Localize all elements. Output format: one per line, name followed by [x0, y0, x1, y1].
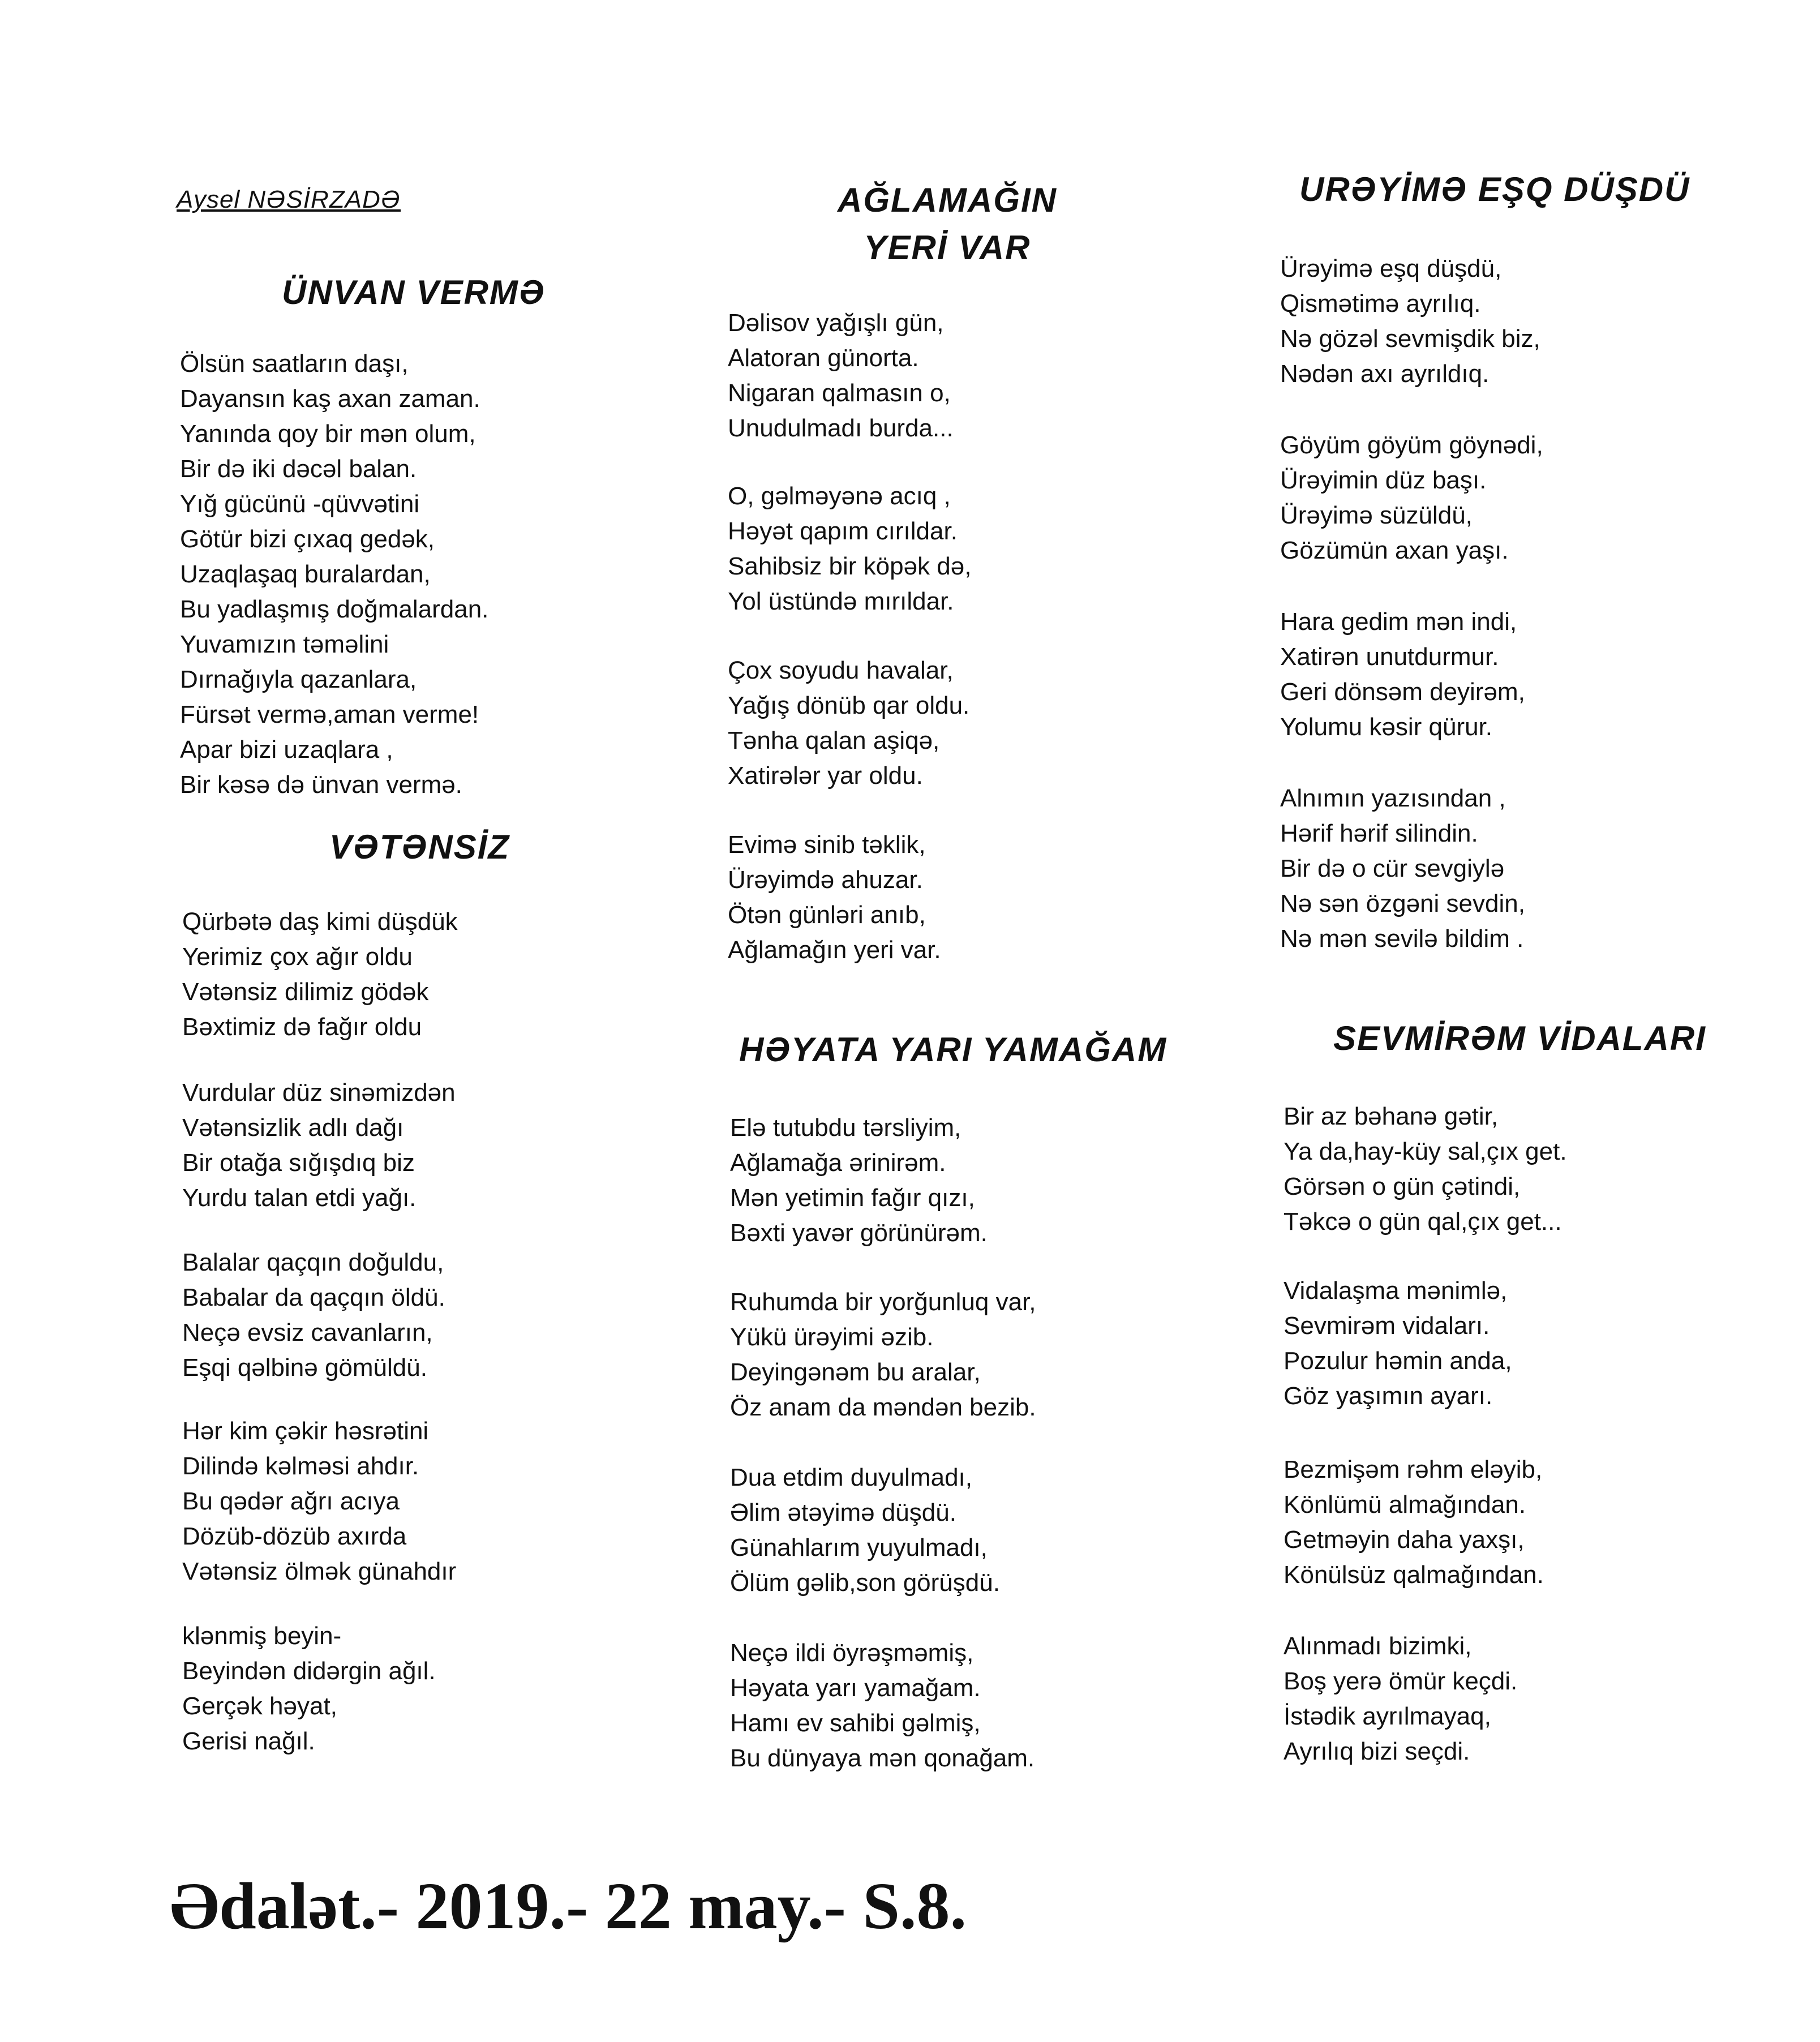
poem-line: Ötən günləri anıb, [728, 901, 926, 929]
poem-line: Pozulur həmin anda, [1284, 1347, 1512, 1375]
poem-line: Nədən axı ayrıldıq. [1280, 360, 1490, 388]
stanza [182, 904, 458, 1045]
poem-line: Ürəyimdə ahuzar. [728, 866, 923, 894]
poem-line: Mən yetimin fağır qızı, [730, 1184, 975, 1212]
poem-line: Xatirələr yar oldu. [728, 762, 923, 790]
poem-line: Dəlisov yağışlı gün, [728, 309, 944, 337]
poem-line: Nigaran qalmasın o, [728, 379, 951, 407]
source-citation: Ədalət.- 2019.- 22 may.- S.8. [170, 1869, 967, 1943]
stanza [728, 653, 969, 793]
poem-line: Bu yadlaşmış doğmalardan. [180, 595, 489, 623]
poem-line: Vətənsizlik adlı dağı [182, 1114, 404, 1142]
poem-line: Ağlamağa ərinirəm. [730, 1149, 946, 1177]
poem-line: Nə mən sevilə bildim . [1280, 925, 1524, 953]
poem-line: Götür bizi çıxaq gedək, [180, 525, 435, 553]
poem-line: Bəxti yavər görünürəm. [730, 1219, 988, 1247]
poem-line: Deyingənəm bu aralar, [730, 1358, 981, 1386]
stanza [728, 479, 971, 619]
poem-line: Sevmirəm vidaları. [1284, 1312, 1490, 1340]
poem-line: Bir də o cür sevgiylə [1280, 855, 1505, 882]
poem-line: Dırnağıyla qazanlara, [180, 666, 417, 693]
poem-line: Əlim ətəyimə düşdü. [730, 1499, 956, 1526]
poem-line: Yurdu talan etdi yağı. [182, 1184, 417, 1212]
stanza [728, 827, 941, 968]
stanza [182, 1414, 456, 1589]
title-line: YERİ VAR [864, 229, 1031, 267]
poem-line: Elə tutubdu tərsliyim, [730, 1114, 961, 1142]
poem-line: Yığ gücünü -qüvvətini [180, 490, 420, 518]
stanza [730, 1460, 1000, 1601]
poem-line: Çox soyudu havalar, [728, 657, 954, 684]
poem-line: Bir otağa sığışdıq biz [182, 1149, 415, 1177]
poem-line: Göyüm göyüm göynədi, [1280, 431, 1543, 459]
poem-line: Bu qədər ağrı acıya [182, 1487, 400, 1515]
poem-line: Dua etdim duyulmadı, [730, 1464, 972, 1491]
poem-line: Unudulmadı burda... [728, 414, 954, 442]
stanza [180, 346, 488, 803]
poem-line: Ürəyimə süzüldü, [1280, 501, 1473, 529]
poem-line: Beyindən didərgin ağıl. [182, 1657, 436, 1685]
poem-line: Alatoran günorta. [728, 344, 919, 372]
poem-title-sevmirem-vidalari: SEVMİRƏM VİDALARI [1333, 1019, 1706, 1057]
poem-line: Fürsət vermə,aman verme! [180, 701, 479, 728]
poem-title-aglamagin-yeri-var [838, 177, 1057, 272]
poem-line: İstədik ayrılmayaq, [1284, 1702, 1491, 1730]
poem-line: Dilində kəlməsi ahdır. [182, 1452, 419, 1480]
poem-line: Neçə evsiz cavanların, [182, 1319, 433, 1346]
poem-line: Ya da,hay-küy sal,çıx get. [1284, 1138, 1567, 1165]
stanza [730, 1110, 988, 1251]
poem-line: Günahlarım yuyulmadı, [730, 1534, 988, 1561]
poem-line: Apar bizi uzaqlara , [180, 736, 393, 763]
stanza [1280, 251, 1540, 392]
stanza [182, 1619, 436, 1759]
poem-line: Könlümü almağından. [1284, 1491, 1526, 1518]
stanza [1284, 1452, 1544, 1593]
poem-line: Ağlamağın yeri var. [728, 936, 941, 964]
poem-title-unvan-verme: ÜNVAN VERMƏ [282, 273, 546, 311]
poem-line: Ürəyimin düz başı. [1280, 466, 1487, 494]
poem-line: Həyət qapım cırıldar. [728, 517, 958, 545]
poem-line: Görsən o gün çətindi, [1284, 1173, 1521, 1200]
stanza [1284, 1099, 1567, 1239]
poem-line: Uzaqlaşaq buralardan, [180, 560, 431, 588]
poem-line: Ruhumda bir yorğunluq var, [730, 1288, 1036, 1316]
poem-line: Qismətimə ayrılıq. [1280, 290, 1481, 318]
title-line: AĞLAMAĞIN [838, 181, 1057, 219]
poem-line: Ölüm gəlib,son görüşdü. [730, 1569, 1000, 1597]
poem-line: Gözümün axan yaşı. [1280, 537, 1509, 564]
poem-line: Həyata yarı yamağam. [730, 1674, 981, 1702]
poem-line: Yanında qoy bir mən olum, [180, 420, 476, 448]
poem-line: Bir kəsə də ünvan vermə. [180, 771, 462, 799]
poem-line: Sahibsiz bir köpək də, [728, 552, 972, 580]
poem-line: Ayrılıq bizi seçdi. [1284, 1738, 1470, 1765]
poem-line: Yükü ürəyimi əzib. [730, 1323, 934, 1351]
poem-line: klənmiş beyin- [182, 1622, 342, 1650]
stanza [730, 1285, 1036, 1425]
poem-line: Öz anam da məndən bezib. [730, 1393, 1036, 1421]
author-name: Aysel NƏSİRZADƏ [177, 186, 401, 213]
stanza [1284, 1629, 1517, 1769]
poem-line: Vətənsiz ölmək günahdır [182, 1558, 457, 1585]
poem-line: Alnımın yazısından , [1280, 784, 1506, 812]
poem-line: Neçə ildi öyrəşməmiş, [730, 1639, 974, 1667]
poem-line: Bu dünyaya mən qonağam. [730, 1744, 1035, 1772]
poem-line: Təkcə o gün qal,çıx get... [1284, 1208, 1562, 1236]
stanza [1280, 604, 1525, 745]
poem-line: Geri dönsəm deyirəm, [1280, 678, 1525, 706]
poem-line: Ürəyimə eşq düşdü, [1280, 255, 1502, 282]
poem-line: O, gəlməyənə acıq , [728, 482, 951, 510]
poem-line: Dayansın kaş axan zaman. [180, 385, 480, 413]
poem-line: Alınmadı bizimki, [1284, 1632, 1472, 1660]
poem-line: Hər kim çəkir həsrətini [182, 1417, 429, 1445]
poem-title-vetensiz: VƏTƏNSİZ [329, 828, 510, 866]
stanza [182, 1075, 456, 1216]
poem-line: Eşqi qəlbinə gömüldü. [182, 1354, 427, 1382]
poem-line: Gerisi nağıl. [182, 1727, 315, 1755]
poem-line: Bir az bəhanə gətir, [1284, 1102, 1499, 1130]
poem-line: Göz yaşımın ayarı. [1284, 1382, 1493, 1410]
poem-line: Bezmişəm rəhm eləyib, [1284, 1456, 1543, 1483]
stanza [1280, 781, 1525, 956]
poem-line: Getməyin daha yaxşı, [1284, 1526, 1525, 1554]
stanza [730, 1636, 1035, 1776]
stanza [1280, 428, 1543, 568]
poem-line: Gerçək həyat, [182, 1692, 337, 1720]
poem-line: Vətənsiz dilimiz gödək [182, 978, 429, 1006]
poem-line: Qürbətə daş kimi düşdük [182, 908, 458, 936]
poem-line: Ölsün saatların daşı, [180, 350, 409, 377]
poem-line: Yağış dönüb qar oldu. [728, 692, 970, 719]
poem-line: Babalar da qaçqın öldü. [182, 1284, 445, 1311]
poem-line: Bəxtimiz də fağır oldu [182, 1013, 422, 1041]
poem-line: Yolumu kəsir qürur. [1280, 713, 1493, 741]
poem-line: Könülsüz qalmağından. [1284, 1561, 1544, 1589]
poem-line: Vidalaşma mənimlə, [1284, 1277, 1508, 1305]
poem-line: Nə gözəl sevmişdik biz, [1280, 325, 1540, 353]
poem-line: Dözüb-dözüb axırda [182, 1522, 407, 1550]
stanza [182, 1245, 445, 1385]
poem-line: Xatirən unutdurmur. [1280, 643, 1499, 671]
poem-line: Bir də iki dəcəl balan. [180, 455, 417, 483]
poem-line: Balalar qaçqın doğuldu, [182, 1249, 444, 1276]
poem-line: Boş yerə ömür keçdi. [1284, 1667, 1518, 1695]
poem-line: Evimə sinib təklik, [728, 831, 926, 859]
poem-title-heyata-yari-yamagam: HƏYATA YARI YAMAĞAM [739, 1031, 1167, 1069]
stanza [1284, 1273, 1512, 1414]
poem-line: Vurdular düz sinəmizdən [182, 1079, 456, 1106]
poem-line: Nə sən özgəni sevdin, [1280, 890, 1525, 917]
poem-line: Yerimiz çox ağır oldu [182, 943, 413, 971]
poem-line: Tənha qalan aşiqə, [728, 727, 940, 754]
poem-line: Yol üstündə mırıldar. [728, 587, 954, 615]
poem-title-ureyime-esq-dusdu: URƏYİMƏ EŞQ DÜŞDÜ [1299, 170, 1690, 208]
poem-line: Hamı ev sahibi gəlmiş, [730, 1709, 981, 1737]
poem-line: Hara gedim mən indi, [1280, 608, 1517, 636]
poem-line: Yuvamızın təməlini [180, 630, 389, 658]
stanza [728, 306, 954, 446]
poem-line: Hərif hərif silindin. [1280, 820, 1478, 847]
